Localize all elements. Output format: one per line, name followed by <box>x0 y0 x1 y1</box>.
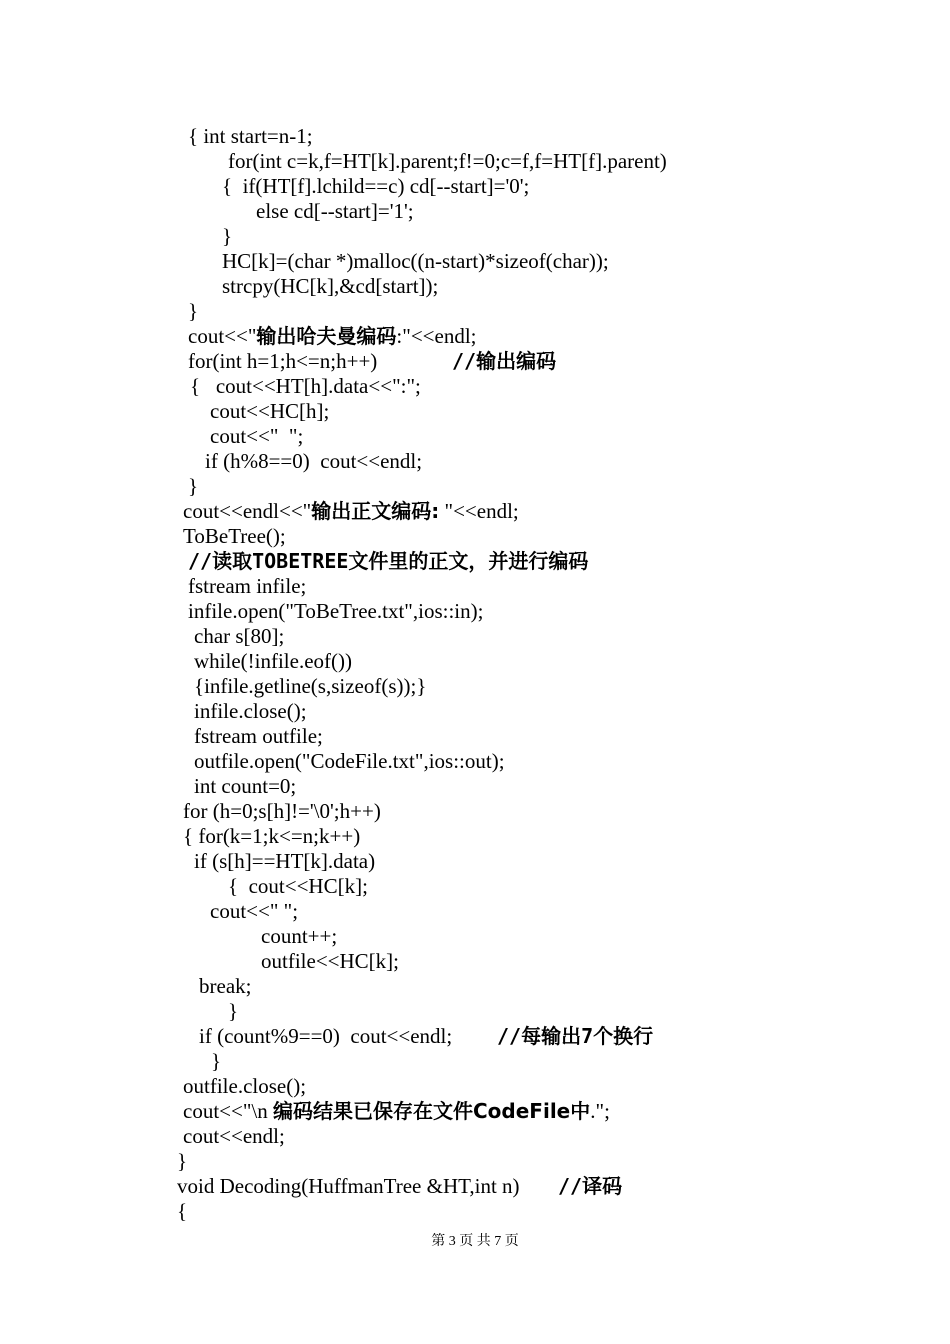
code-comment: //读取TOBETREE文件里的正文，并进行编码 <box>188 549 589 573</box>
code-line: {infile.getline(s,sizeof(s));} <box>194 674 427 698</box>
code-line: } <box>188 299 199 323</box>
code-line: outfile.open("CodeFile.txt",ios::out); <box>194 749 505 773</box>
code-text: cout<<"\n <box>183 1099 273 1123</box>
code-line: cout<<endl; <box>183 1124 285 1148</box>
code-line: { cout<<HC[k]; <box>228 874 368 898</box>
code-text: cout<<" <box>188 324 257 348</box>
code-line: if (h%8==0) cout<<endl; <box>205 449 423 473</box>
code-line: fstream infile; <box>188 574 307 598</box>
code-line: { for(k=1;k<=n;k++) <box>183 824 361 848</box>
code-line: cout<<" "; <box>210 899 299 923</box>
code-line <box>183 1099 610 1124</box>
code-line: } <box>228 999 239 1023</box>
code-line: cout<<" "; <box>210 424 304 448</box>
code-comment: //每输出7个换行 <box>497 1024 654 1048</box>
code-line: void Decoding(HuffmanTree &HT,int n) <box>177 1174 520 1198</box>
code-line: for(int h=1;h<=n;h++) <box>188 349 378 373</box>
code-line: else cd[--start]='1'; <box>256 199 414 223</box>
code-line: if (s[h]==HT[k].data) <box>194 849 376 873</box>
code-line: for(int c=k,f=HT[k].parent;f!=0;c=f,f=HT[f].parent) <box>228 149 667 173</box>
code-line: } <box>211 1049 222 1073</box>
chinese-string: 编码结果已保存在文件CodeFile中 <box>273 1099 591 1123</box>
code-line: { <box>177 1199 188 1223</box>
code-line: count++; <box>261 924 338 948</box>
code-comment: //输出编码 <box>452 349 557 373</box>
code-line: strcpy(HC[k],&cd[start]); <box>222 274 439 298</box>
code-text: "<<endl; <box>439 499 519 523</box>
code-line: outfile<<HC[k]; <box>261 949 399 973</box>
code-line: if (count%9==0) cout<<endl; <box>199 1024 453 1048</box>
code-line <box>183 499 519 524</box>
chinese-string: 输出哈夫曼编码 <box>256 324 397 348</box>
code-line: } <box>222 224 233 248</box>
code-line: cout<<HC[h]; <box>210 399 330 423</box>
code-text: ."; <box>590 1099 610 1123</box>
code-line: fstream outfile; <box>194 724 323 748</box>
code-line: } <box>177 1149 188 1173</box>
code-line: infile.open("ToBeTree.txt",ios::in); <box>188 599 484 623</box>
code-line: int count=0; <box>194 774 297 798</box>
code-line: char s[80]; <box>194 624 285 648</box>
code-line: ToBeTree(); <box>183 524 286 548</box>
code-line: infile.close(); <box>194 699 307 723</box>
code-line: while(!infile.eof()) <box>194 649 353 673</box>
code-line: outfile.close(); <box>183 1074 307 1098</box>
code-text: :"<<endl; <box>396 324 477 348</box>
code-line: { int start=n-1; <box>188 124 313 148</box>
code-line: { cout<<HT[h].data<<":"; <box>190 374 421 398</box>
code-line: HC[k]=(char *)malloc((n-start)*sizeof(char)); <box>222 249 609 273</box>
code-line: } <box>188 474 199 498</box>
code-line <box>188 324 477 349</box>
code-text: cout<<endl<<" <box>183 499 312 523</box>
chinese-string: 输出正文编码: <box>311 499 440 523</box>
code-line: for (h=0;s[h]!='\0';h++) <box>183 799 381 823</box>
code-line: break; <box>199 974 252 998</box>
page-number-footer: 第 3 页 共 7 页 <box>431 1234 519 1249</box>
code-line: { if(HT[f].lchild==c) cd[--start]='0'; <box>222 174 530 198</box>
code-comment: //译码 <box>558 1174 623 1198</box>
